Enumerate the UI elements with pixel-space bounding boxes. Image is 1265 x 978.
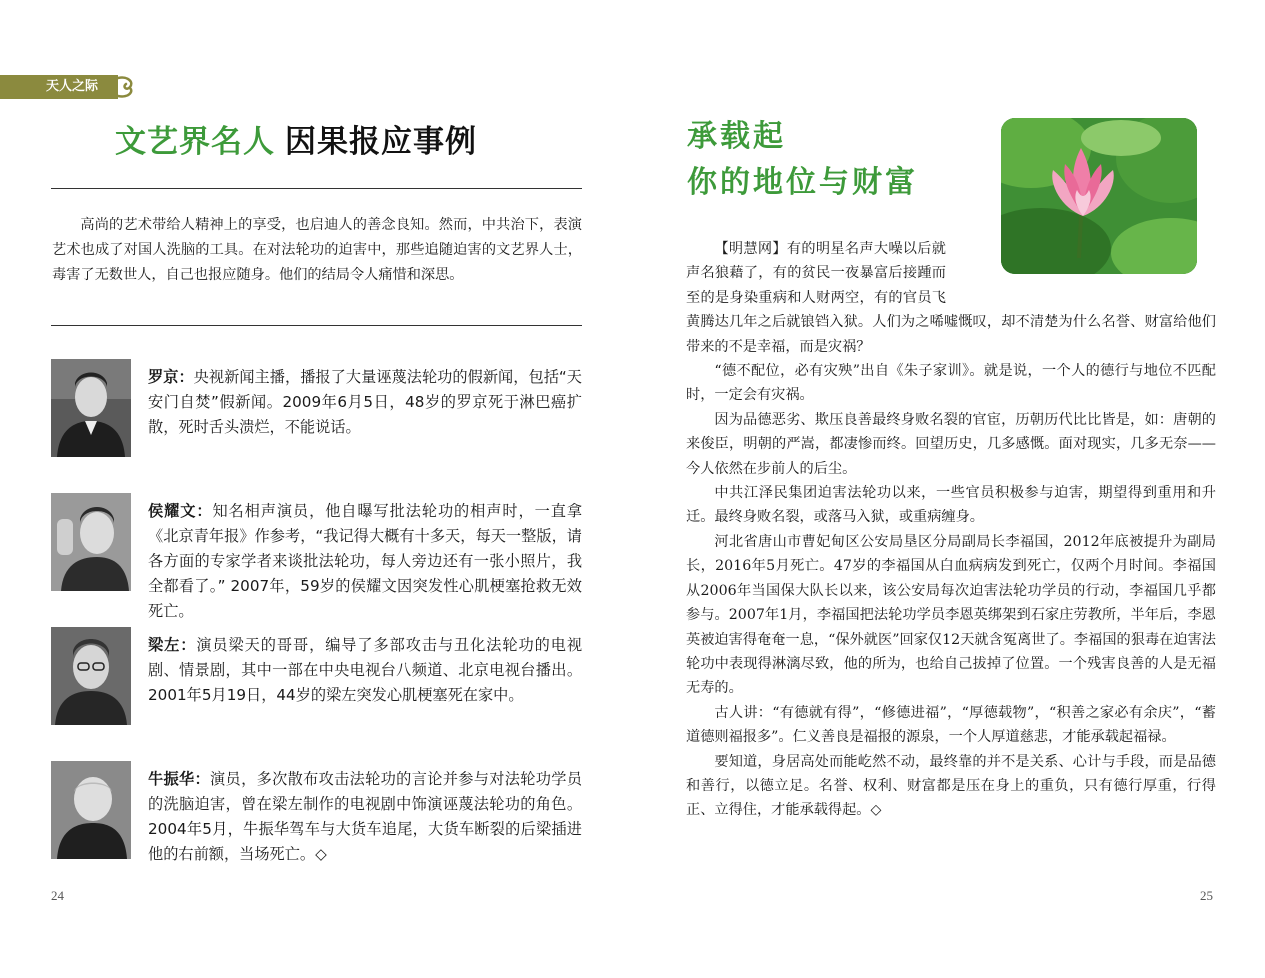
section-tab: 天人之际	[0, 75, 118, 99]
person-text: 演员，多次散布攻击法轮功的言论并参与对法轮功学员的洗脑迫害，曾在梁左制作的电视剧中饰演诬蔑法轮功的角色。2004年5月，牛振华驾车与大货车追尾，大货车断裂的后梁插进他的右前额，当场死亡。◇	[148, 770, 583, 863]
title-green-part: 文艺界名人	[115, 124, 275, 160]
title-line-1: 承载起	[687, 119, 786, 154]
person-name: 梁左：	[148, 636, 197, 654]
portrait-icon	[51, 761, 131, 859]
person-name: 罗京：	[148, 368, 194, 386]
left-page	[0, 0, 632, 978]
page-title-right	[687, 114, 918, 206]
article-paragraph: 要知道，身居高处而能屹然不动，最终靠的并不是关系、心计与手段，而是品德和善行，以德立足。名誉、权利、财富都是压在身上的重负，只有德行厚重，行得正、立得住，才能承载得起。◇	[686, 753, 1216, 819]
portrait-photo	[51, 761, 131, 859]
article-paragraph: “德不配位，必有灾殃”出自《朱子家训》。就是说，一个人的德行与地位不匹配时，一定会有灾祸。	[686, 363, 1216, 404]
right-page	[632, 0, 1265, 978]
page-number-left: 24	[51, 888, 64, 903]
person-text: 演员梁天的哥哥，编导了多部攻击与丑化法轮功的电视剧、情景剧，其中一部在中央电视台八频道、北京电视台播出。2001年5月19日，44岁的梁左突发心肌梗塞死在家中。	[148, 636, 583, 704]
article-paragraph: 河北省唐山市曹妃甸区公安局垦区分局副局长李福国，2012年底被提升为副局长，2016年5月死亡。47岁的李福国从白血病病发到死亡，仅两个月时间。李福国从2006年当国保大队长以来，该公安局每次迫害法轮功学员的行动，李福国几乎都参与。2007年1月，李福国把法轮功学员李恩英绑架到石家庄劳教所，半年后，李恩英被迫害得奄奄一息，“保外就医”回家仅12天就含冤离世了。李福国的狠毒在迫害法轮功中表现得淋漓尽致，他的所为，也给自己拔掉了位置。一个残害良善的人是无福无寿的。	[686, 533, 1216, 697]
portrait-icon	[51, 359, 131, 457]
portrait-photo	[51, 359, 131, 457]
article-paragraph: 【明慧网】有的明星名声大噪以后就声名狼藉了，有的贫民一夜暴富后接踵而至的是身染重病和人财两空，有的官员飞黄腾达几年之后就锒铛入狱。人们为之唏嘘慨叹，却不清楚为什么名誉、财富给他们带来的不是幸福，而是灾祸？	[686, 241, 1216, 355]
title-line-2: 你的地位与财富	[687, 165, 918, 200]
page-number-right: 25	[1200, 888, 1213, 903]
person-description	[148, 499, 582, 624]
portrait-photo	[51, 493, 131, 591]
person-name: 牛振华：	[148, 770, 211, 788]
title-black-part: 因果报应事例	[285, 124, 477, 160]
article-paragraph: 古人讲：“有德就有得”，“修德进福”，“厚德载物”，“积善之家必有余庆”，“蓄道德则福报多”。仁义善良是福报的源泉，一个人厚道慈悲，才能承载起福禄。	[686, 704, 1216, 746]
person-text: 央视新闻主播，播报了大量诬蔑法轮功的假新闻，包括“天安门自焚”假新闻。2009年6月5日，48岁的罗京死于淋巴癌扩散，死时舌头溃烂，不能说话。	[148, 368, 582, 436]
person-description	[148, 365, 582, 440]
article-paragraph: 中共江泽民集团迫害法轮功以来，一些官员积极参与迫害，期望得到重用和升迁。最终身败名裂，或落马入狱，或重病缠身。	[686, 485, 1216, 526]
intro-paragraph: 高尚的艺术带给人精神上的享受，也启迪人的善念良知。然而，中共治下，表演艺术也成了对国人洗脑的工具。在对法轮功的迫害中，那些追随迫害的文艺界人士，毒害了无数世人，自己也报应随身。他们的结局令人痛惜和深思。	[52, 217, 582, 283]
divider-top	[51, 188, 582, 189]
page-title-left	[115, 116, 477, 161]
article-body	[686, 237, 1216, 823]
person-description	[148, 767, 582, 867]
article-paragraph: 因为品德恶劣、欺压良善最终身败名裂的官宦，历朝历代比比皆是，如：唐朝的来俊臣，明朝的严嵩，都凄惨而终。回望历史，几多感慨。面对现实，几多无奈——今人依然在步前人的后尘。	[686, 411, 1216, 477]
person-text: 知名相声演员，他自曝写批法轮功的相声时，一直拿《北京青年报》作参考，“我记得大概有十多天，每天一整版，请各方面的专家学者来谈批法轮功，每人旁边还有一张小照片，我全都看了。” 2007年，59岁的侯耀文因突发性心肌梗塞抢救无效死亡。	[148, 502, 583, 620]
person-description	[148, 633, 582, 708]
portrait-icon	[51, 627, 131, 725]
divider-bottom	[51, 325, 582, 326]
person-name: 侯耀文：	[148, 502, 213, 520]
swirl-ornament-icon	[116, 74, 138, 100]
portrait-photo	[51, 627, 131, 725]
portrait-icon	[51, 493, 131, 591]
